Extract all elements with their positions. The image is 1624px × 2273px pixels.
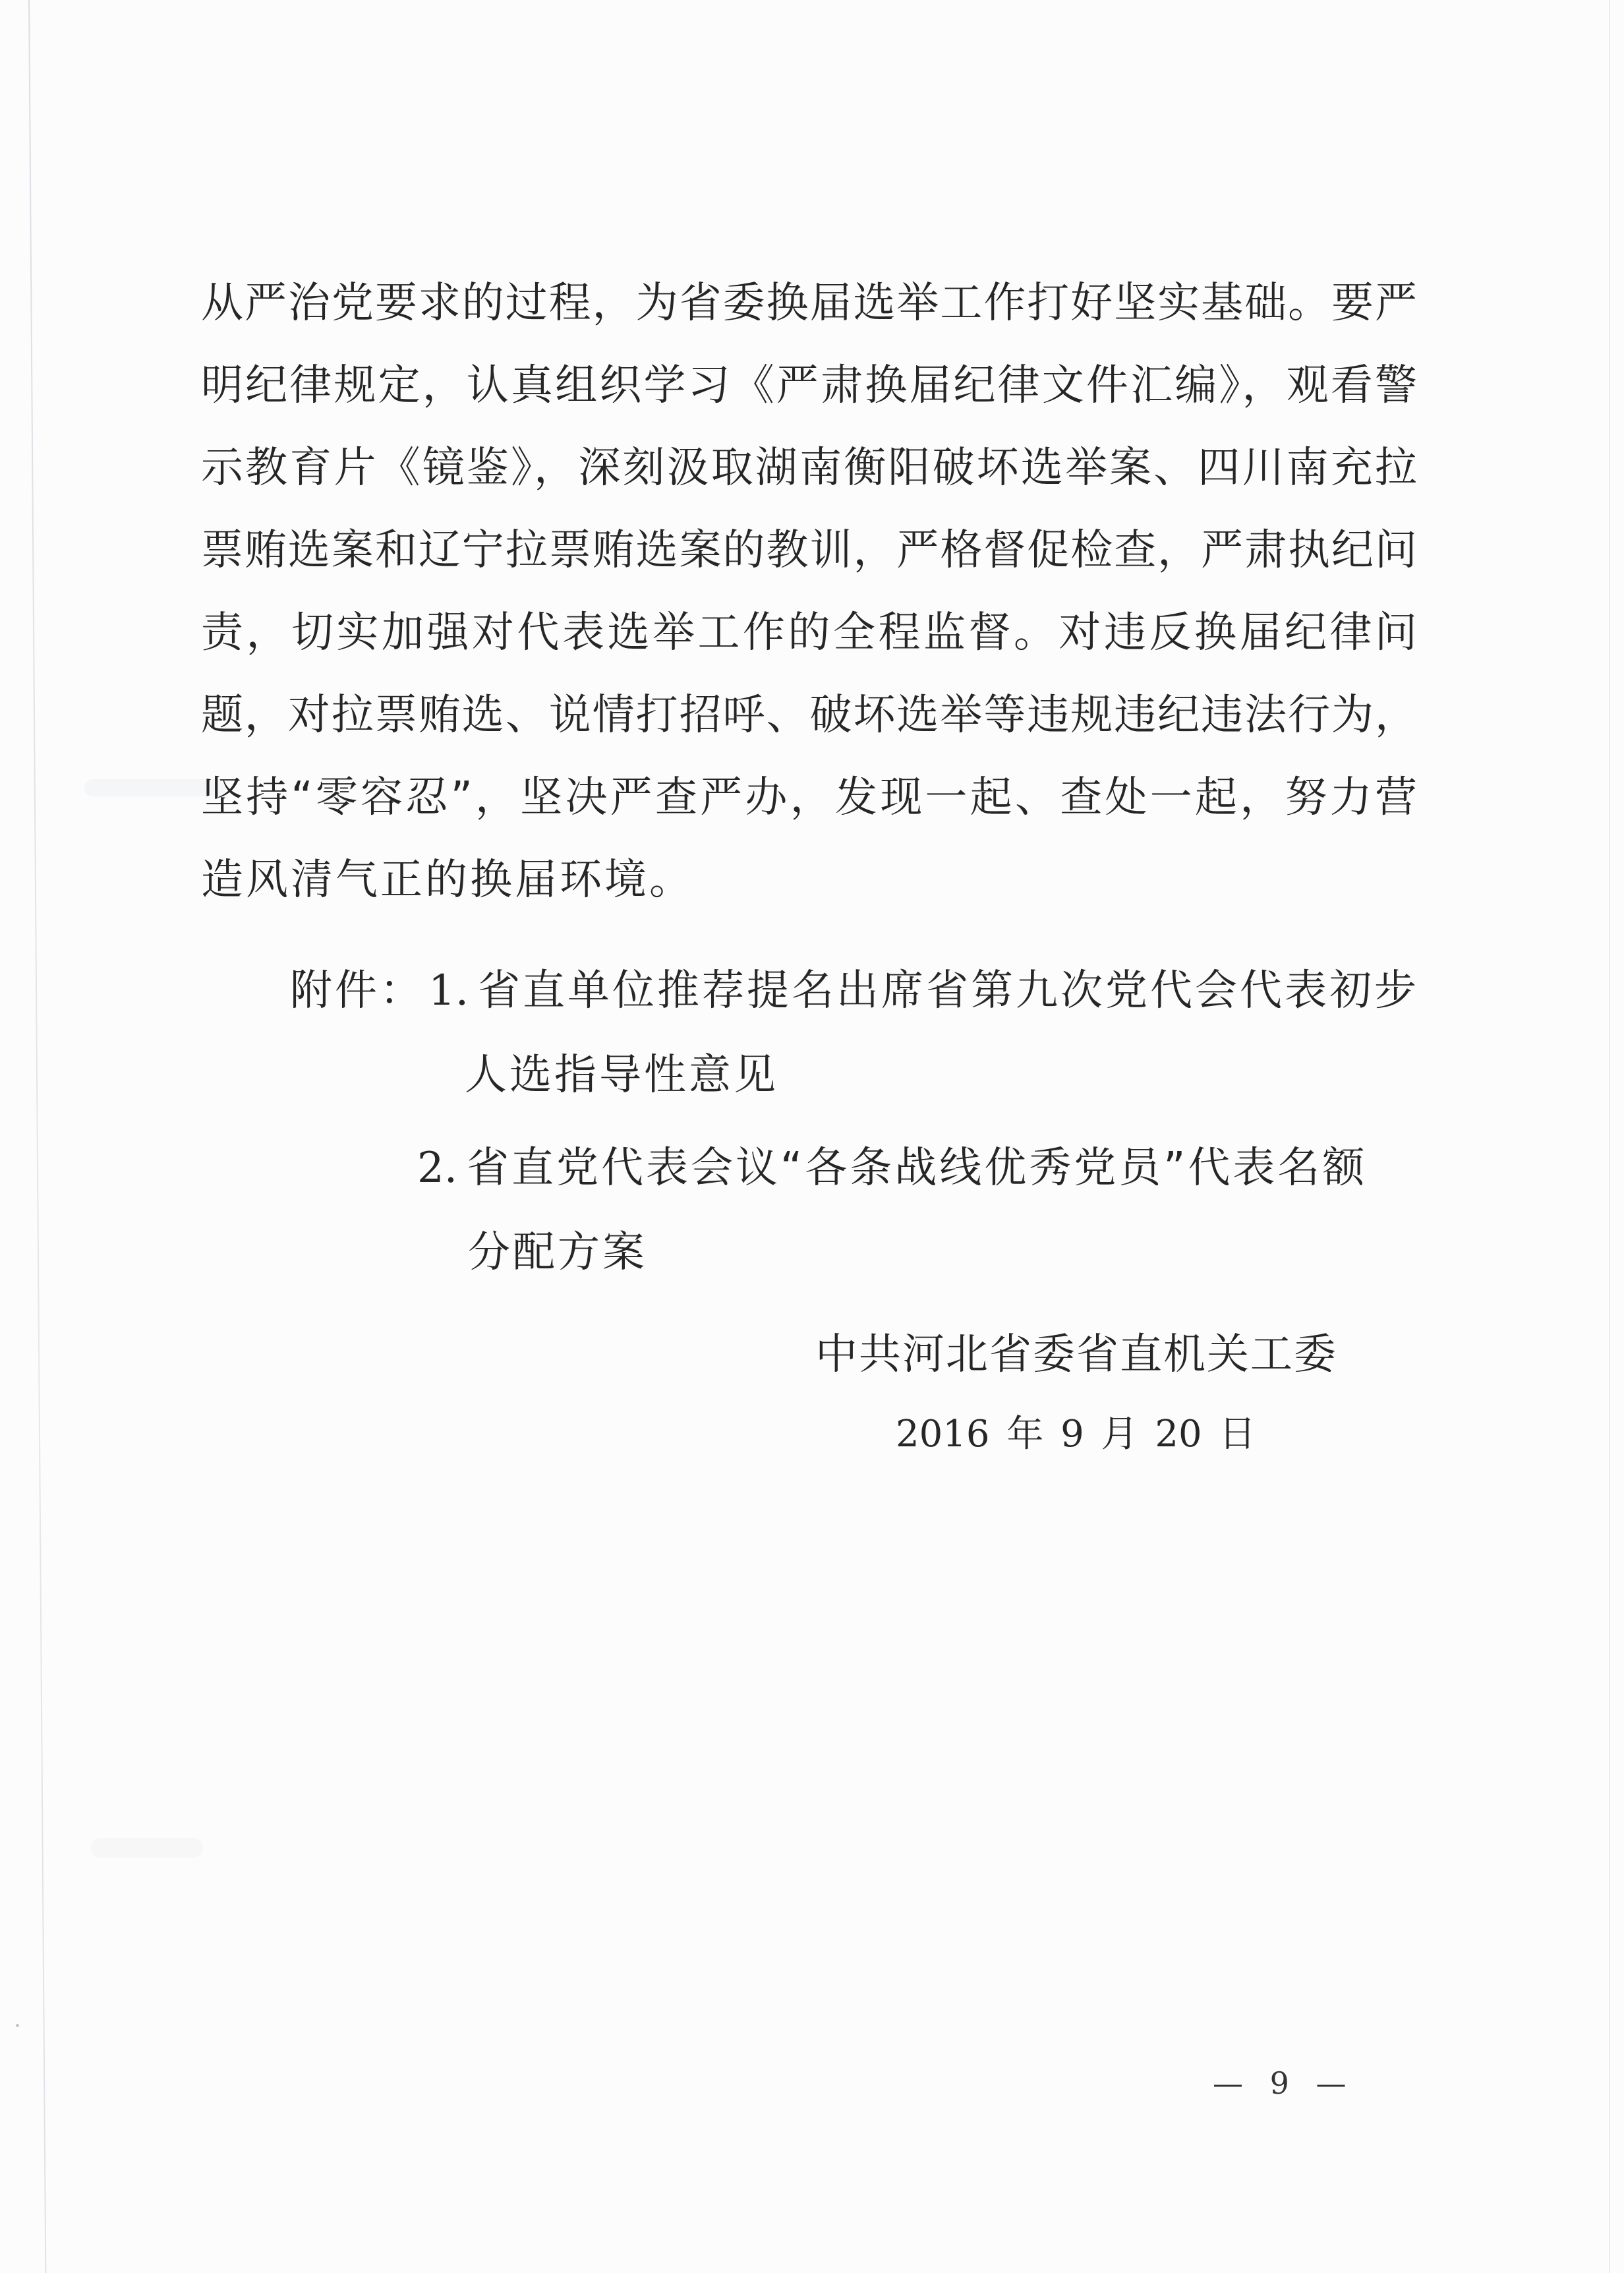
attachment-1-number: 1. [428,966,469,1015]
body-line-3: 示教育片《镜鉴》，深刻汲取湖南衡阳破坏选举案、四川南充拉 [201,444,1417,492]
scan-speck [16,2024,19,2027]
scan-edge-line-left [28,0,46,2273]
attachment-2-title-line1: 省直党代表会议“各条战线优秀党员”代表名额 [467,1144,1368,1193]
attachments-heading-line [290,966,1420,1015]
page-number: — 9 — [1213,2065,1347,2101]
scan-edge-line-right [1609,0,1610,2273]
scan-smudge [91,1838,203,1858]
attachment-2-number: 2. [417,1144,458,1193]
body-line-5: 责，切实加强对代表选举工作的全程监督。对违反换届纪律问 [201,608,1417,657]
body-line-8: 造风清气正的换届环境。 [201,856,694,904]
attachment-1-title-line1: 省直单位推荐提名出席省第九次党代会代表初步 [478,966,1420,1015]
attachment-2-line [417,1144,1368,1193]
attachment-2-title-line2: 分配方案 [468,1228,647,1277]
attachments-label: 附件： [290,966,424,1015]
body-line-2: 明纪律规定，认真组织学习《严肃换届纪律文件汇编》，观看警 [201,361,1417,410]
body-line-4: 票贿选案和辽宁拉票贿选案的教训，严格督促检查，严肃执纪问 [201,526,1417,575]
attachment-1-title-line2: 人选指导性意见 [465,1051,778,1100]
body-line-1: 从严治党要求的过程，为省委换届选举工作打好坚实基础。要严 [201,279,1417,328]
body-line-7: 坚持“零容忍”，坚决严查严办，发现一起、查处一起，努力营 [201,773,1417,822]
issuing-organization: 中共河北省委省直机关工委 [815,1330,1337,1379]
document-date: 2016 年 9 月 20 日 [896,1413,1256,1456]
body-line-6: 题，对拉票贿选、说情打招呼、破坏选举等违规违纪违法行为， [201,691,1417,740]
